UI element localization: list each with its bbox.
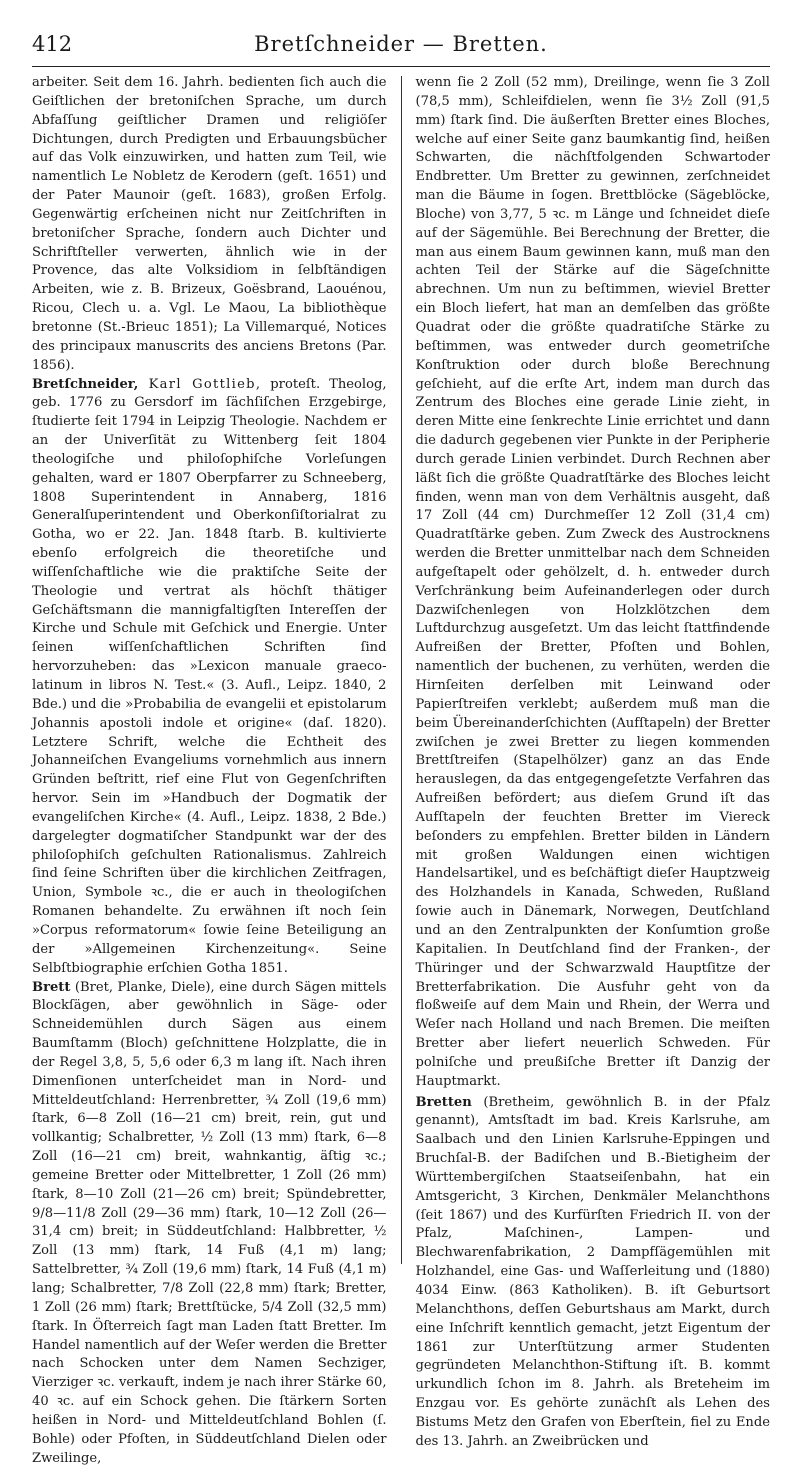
entry-person-name: Karl Gottlieb, <box>138 377 261 392</box>
entry-headword: Brett <box>32 980 70 995</box>
entry-brett-continued: wenn ſie 2 Zoll (52 mm), Dreilinge, wenn ſie 3 Zoll (78,5 mm), Schleifdielen, wenn ſie 3½ Zoll (91,5 mm) ſtark ſind. Die äußerſten Bretter eines Bloches, welche auf einer Seite ganz baumkantig ſind, heißen Schwarten, die nächſtfolgenden Schwartoder Endbretter. Um Bretter zu gewinnen, zerſchneidet man die Bäume in ſogen. Brettblöcke (Sägeblöcke, Bloche) von 3,77, 5 ꝛc. m Länge und ſchneidet dieſe auf der Sägemühle. Bei Berechnung der Bretter, die man aus einem Baum gewinnen kann, muß man den achten Teil der Stärke auf die Sägeſchnitte abrechnen. Um nun zu beſtimmen, wieviel Bretter ein Bloch liefert, hat man an demſelben das größte Quadrat oder die größte quadratiſche Stärke zu beſtimmen, was entweder durch geometriſche Konſtruktion oder durch bloße Berechnung geſchieht, auf die erſte Art, indem man durch das Zentrum des Bloches eine gerade Linie zieht, in deren Mitte eine ſenkrechte Linie errichtet und dann die dadurch gegebenen vier Punkte in der Peripherie durch gerade Linien verbindet. Durch Rechnen aber läßt ſich die größte Quadratſtärke des Bloches leicht finden, wenn man von dem Verhältnis ausgeht, daß 17 Zoll (44 cm) Durchmeſſer 12 Zoll (31,4 cm) Quadratſtärke geben. Zum Zweck des Austrocknens werden die Bretter unmittelbar nach dem Schneiden aufgeſtapelt oder gehölzelt, d. h. entweder durch Verſchränkung beim Aufeinanderlegen oder durch Dazwiſchenlegen von Holzklötzchen dem Luftdurchzug ausgeſetzt. Um das leicht ſtattfindende Aufreißen der Bretter, Pfoſten und Bohlen, namentlich der buchenen, zu verhüten, werden die Hirnſeiten derſelben mit Leinwand oder Papierſtreifen verklebt; außerdem muß man die beim Übereinanderſchichten (Aufſtapeln) der Bretter zwiſchen je zwei Bretter zu liegen kommenden Brettſtreifen (Stapelhölzer) ganz an das Ende herauslegen, da das entgegengeſetzte Verfahren das Aufreißen befördert; aus dieſem Grund iſt das Aufſtapeln der feuchten Bretter im Viereck beſonders zu empfehlen. Bretter bilden in Ländern mit großen Waldungen einen wichtigen Handelsartikel, und es beſchäftigt dieſer Hauptzweig des Holzhandels in Kanada, Schweden, Rußland ſowie auch in Dänemark, Norwegen, Deutſchland und an den Zentralpunkten der Konſumtion große Kapitalien. In Deutſchland ſind der Franken-, der Thüringer und der Schwarzwald Hauptſitze der Bretterfabrikation. Die Ausfuhr geht von da floßweiſe auf dem Main und Rhein, der Werra und Weſer nach Holland und nach Bremen. Die meiſten Bretter aber liefert neuerlich Schweden. Für polniſche und preußiſche Bretter iſt Danzig der Hauptmarkt. <box>416 74 771 1092</box>
page-number: 412 <box>32 32 72 56</box>
entry-body: (Bretheim, gewöhnlich B. in der Pfalz genannt), Amtsſtadt im bad. Kreis Karlsruhe, am Saalbach und den Linien Karlsruhe-Eppingen und Bruchſal-B. der Badiſchen und B.-Bietigheim der Württembergiſchen Staatseiſenbahn, hat ein Amtsgericht, 3 Kirchen, Denkmäler Melanchthons (ſeit 1867) und des Kurfürſten Friedrich II. von der Pfalz, Maſchinen-, Lampen- und Blechwarenfabrikation, 2 Dampfſägemühlen mit Holzhandel, eine Gas- und Waſſerleitung und (1880) 4034 Einw. (863 Katholiken). B. iſt Geburtsort Melanchthons, deſſen Geburtshaus am Markt, durch eine Inſchrift kenntlich gemacht, jetzt Eigentum der 1861 zur Unterſtützung armer Studenten gegründeten Melanchthon-Stiftung iſt. B. kommt urkundlich ſchon im 8. Jahrh. als Breteheim im Enzgau vor. Es gehörte zunächſt als Lehen des Bistums Metz den Grafen von Eberſtein, fiel zu Ende des 13. Jahrh. an Zweibrücken und <box>416 1095 771 1449</box>
text-columns <box>32 74 770 1468</box>
entry-headword: Bretſchneider, <box>32 377 138 392</box>
entry-bretschneider <box>32 376 387 979</box>
continued-entry-text: arbeiter. Seit dem 16. Jahrh. bedienten ſich auch die Geiſtlichen der bretoniſchen Sprache, um durch Abfaſſung geiſtlicher Dramen und religiöſer Dichtungen, durch Predigten und Erbauungsbücher auf das Volk einzuwirken, und hatten zum Teil, wie namentlich Le Nobletz de Kerodern (geſt. 1651) und der Pater Maunoir (geſt. 1683), großen Erfolg. Gegenwärtig erſcheinen nicht nur Zeitſchriften in bretoniſcher Sprache, ſondern auch Dichter und Schriftſteller verwerten, ähnlich wie in der Provence, das alte Volksidiom in ſelbſtändigen Arbeiten, wie z. B. Brizeux, Goësbrand, Laouénou, Ricou, Clech u. a. Vgl. Le Maou, La bibliothèque bretonne (St.-Brieuc 1851); La Villemarqué, Notices des principaux manuscrits des anciens Bretons (Par. 1856). <box>32 74 387 376</box>
running-head: Bretſchneider — Bretten. <box>32 32 770 56</box>
page-header <box>32 26 770 64</box>
entry-headword: Bretten <box>416 1095 472 1110</box>
left-column <box>32 74 401 1468</box>
right-column <box>402 74 771 1468</box>
entry-body: proteſt. Theolog, geb. 1776 zu Gersdorf im ſächſiſchen Erzgebirge, ſtudierte ſeit 1794 in Leipzig Theologie. Nachdem er an der Univerſität zu Wittenberg ſeit 1804 theologiſche und philoſophiſche Vorleſungen gehalten, ward er 1807 Oberpfarrer zu Schneeberg, 1808 Superintendent in Annaberg, 1816 Generalſuperintendent und Oberkonſiſtorialrat zu Gotha, wo er 22. Jan. 1848 ſtarb. B. kultivierte ebenſo erfolgreich die theoretiſche und wiſſenſchaftliche wie die praktiſche Seite der Theologie und vertrat als höchſt thätiger Geſchäftsmann die mannigfaltigſten Intereſſen der Kirche und Schule mit Geſchick und Energie. Unter ſeinen wiſſenſchaftlichen Schriften ſind hervorzuheben: das »Lexicon manuale graeco-latinum in libros N. Test.« (3. Aufl., Leipz. 1840, 2 Bde.) und die »Probabilia de evangelii et epistolarum Johannis apostoli indole et origine« (daſ. 1820). Letztere Schrift, welche die Echtheit des Johanneiſchen Evangeliums vornehmlich aus innern Gründen beſtritt, rief eine Flut von Gegenſchriften hervor. Sein im »Handbuch der Dogmatik der evangeliſchen Kirche« (4. Aufl., Leipz. 1838, 2 Bde.) dargelegter dogmatiſcher Standpunkt war der des philoſophiſch geſchulten Rationalismus. Zahlreich ſind ſeine Schriften über die kirchlichen Zeitfragen, Union, Symbole ꝛc., die er auch in theologiſchen Romanen behandelte. Zu erwähnen iſt noch ſein »Corpus reformatorum« ſowie ſeine Beteiligung an der »Allgemeinen Kirchenzeitung«. Seine Selbſtbiographie erſchien Gotha 1851. <box>32 377 387 976</box>
entry-brett <box>32 979 387 1468</box>
header-rule <box>32 66 770 67</box>
entry-bretten <box>416 1094 771 1452</box>
entry-body: (Bret, Planke, Diele), eine durch Sägen mittels Blockſägen, aber gewöhnlich in Säge- oder Schneidemühlen durch Sägen aus einem Baumſtamm (Bloch) geſchnittene Holzplatte, die in der Regel 3,8, 5, 5,6 oder 6,3 m lang iſt. Nach ihren Dimenſionen unterſcheidet man in Nord- und Mitteldeutſchland: Herrenbretter, ¾ Zoll (19,6 mm) ſtark, 6—8 Zoll (16—21 cm) breit, rein, gut und vollkantig; Schalbretter, ½ Zoll (13 mm) ſtark, 6—8 Zoll (16—21 cm) breit, wahnkantig, äſtig ꝛc.; gemeine Bretter oder Mittelbretter, 1 Zoll (26 mm) ſtark, 8—10 Zoll (21—26 cm) breit; Spündebretter, 9/8—11/8 Zoll (29—36 mm) ſtark, 10—12 Zoll (26—31,4 cm) breit; in Süddeutſchland: Halbbretter, ½ Zoll (13 mm) ſtark, 14 Fuß (4,1 m) lang; Sattelbretter, ¾ Zoll (19,6 mm) ſtark, 14 Fuß (4,1 m) lang; Schalbretter, 7/8 Zoll (22,8 mm) ſtark; Bretter, 1 Zoll (26 mm) ſtark; Brettſtücke, 5/4 Zoll (32,5 mm) ſtark. In Öſterreich ſagt man Laden ſtatt Bretter. Im Handel namentlich auf der Weſer werden die Bretter nach Schocken unter dem Namen Sechziger, Vierziger ꝛc. verkauft, indem je nach ihrer Stärke 60, 40 ꝛc. auf ein Schock gehen. Die ſtärkern Sorten heißen in Nord- und Mitteldeutſchland Bohlen (ſ. Bohle) oder Pfoſten, in Süddeutſchland Dielen oder Zweilinge, <box>32 980 387 1466</box>
